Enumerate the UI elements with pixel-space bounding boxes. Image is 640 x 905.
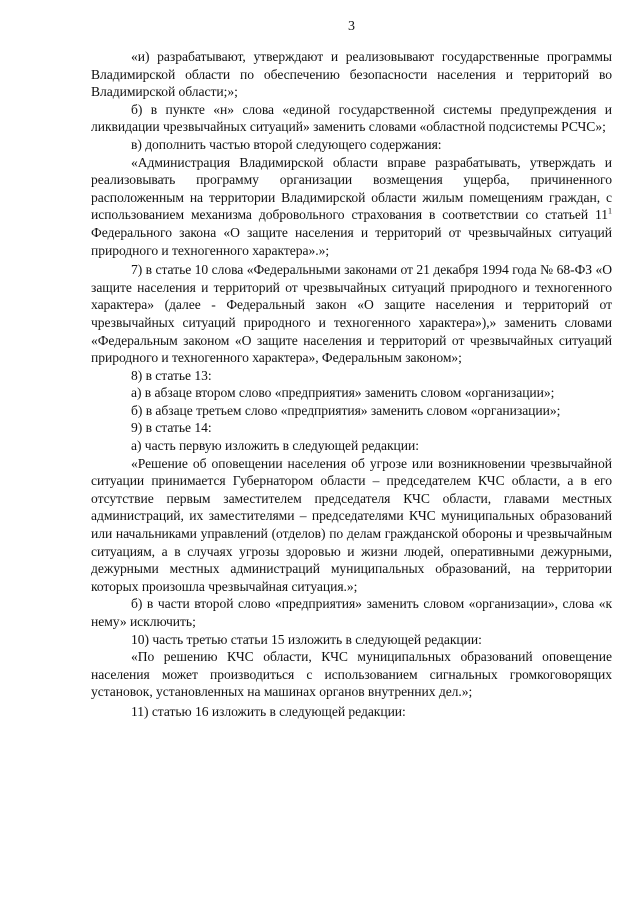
paragraph-article-14-b: б) в части второй слово «предприятия» заменить словом «организации», слова «к нему» исключить; [91,596,612,629]
paragraph-article-16: 11) статью 16 изложить в следующей редакции: [131,703,406,719]
paragraph-insurance-program [91,154,612,260]
paragraph-article-13: 8) в статье 13: [131,367,212,383]
paragraph-warning-decision: «Решение об оповещении населения об угрозе или возникновении чрезвычайной ситуации принимается Губернатором области – председателем КЧС области, а в его отсутствие первым заместителем председателя КЧС области, главами местных администраций, их заместителями – председателями КЧС муниципальных образований или начальниками управлений (отделов) по делам гражданской обороны и чрезвычайным ситуациям, а в случаях угрозы здоровью и жизни людей, оперативными дежурными, дежурными местных администраций муниципальных образований, на территории которых произошла чрезвычайная ситуация.»; [91,455,612,594]
paragraph-subpoint-b-rschs: б) в пункте «н» слова «единой государственной системы предупреждения и ликвидации чрезвычайных ситуаций» заменить словами «областной подсистемы РСЧС»; [91,101,612,135]
paragraph-article-14-a: а) часть первую изложить в следующей редакции: [131,438,419,454]
paragraph-article-13-b: б) в абзаце третьем слово «предприятия» заменить словом «организации»; [131,402,561,418]
paragraph-loudspeaker-warning: «По решению КЧС области, КЧС муниципальных образований оповещение населения может производиться с использованием сигнальных громкоговорящих установок, установленных на машинах органов внутренних дел.»; [91,649,612,700]
paragraph-article-14: 9) в статье 14: [131,420,212,436]
paragraph-article-10: 7) в статье 10 слова «Федеральными законами от 21 декабря 1994 года № 68-ФЗ «О защите населения и территорий от чрезвычайных ситуаций природного и техногенного характера» (далее - Федеральный закон «О защите населения и территорий от чрезвычайных ситуаций природного и техногенного характера»),» заменить словами «Федеральным законом «О защите населения и территорий от чрезвычайных ситуаций природного и техногенного характера», Федеральным законом»; [91,262,612,366]
article-superscript: 1 [608,206,612,216]
paragraph-subpoint-v-add-part: в) дополнить частью второй следующего содержания: [131,136,442,152]
paragraph-article-13-a: а) в абзаце втором слово «предприятия» заменить словом «организации»; [131,385,555,401]
document-body [91,48,612,721]
insurance-text-end: Федерального закона «О защите населения и территорий от чрезвычайных ситуаций природного и техногенного характера».»; [91,224,612,258]
paragraph-item-i-programs: «и) разрабатывают, утверждают и реализовывают государственные программы Владимирской области по обеспечению безопасности населения и территорий во Владимирской области;»; [91,49,612,100]
paragraph-article-15: 10) часть третью статьи 15 изложить в следующей редакции: [131,631,482,647]
insurance-text-start: «Администрация Владимирской области вправе разрабатывать, утверждать и реализовывать программу организации возмещения ущерба, причиненного расположенным на территории Владимирской области жилым помещениям граждан, с использованием механизма добровольного страхования в соответствии со статьей 11 [91,154,612,223]
page-number: 3 [348,19,355,34]
document-page [91,0,612,905]
